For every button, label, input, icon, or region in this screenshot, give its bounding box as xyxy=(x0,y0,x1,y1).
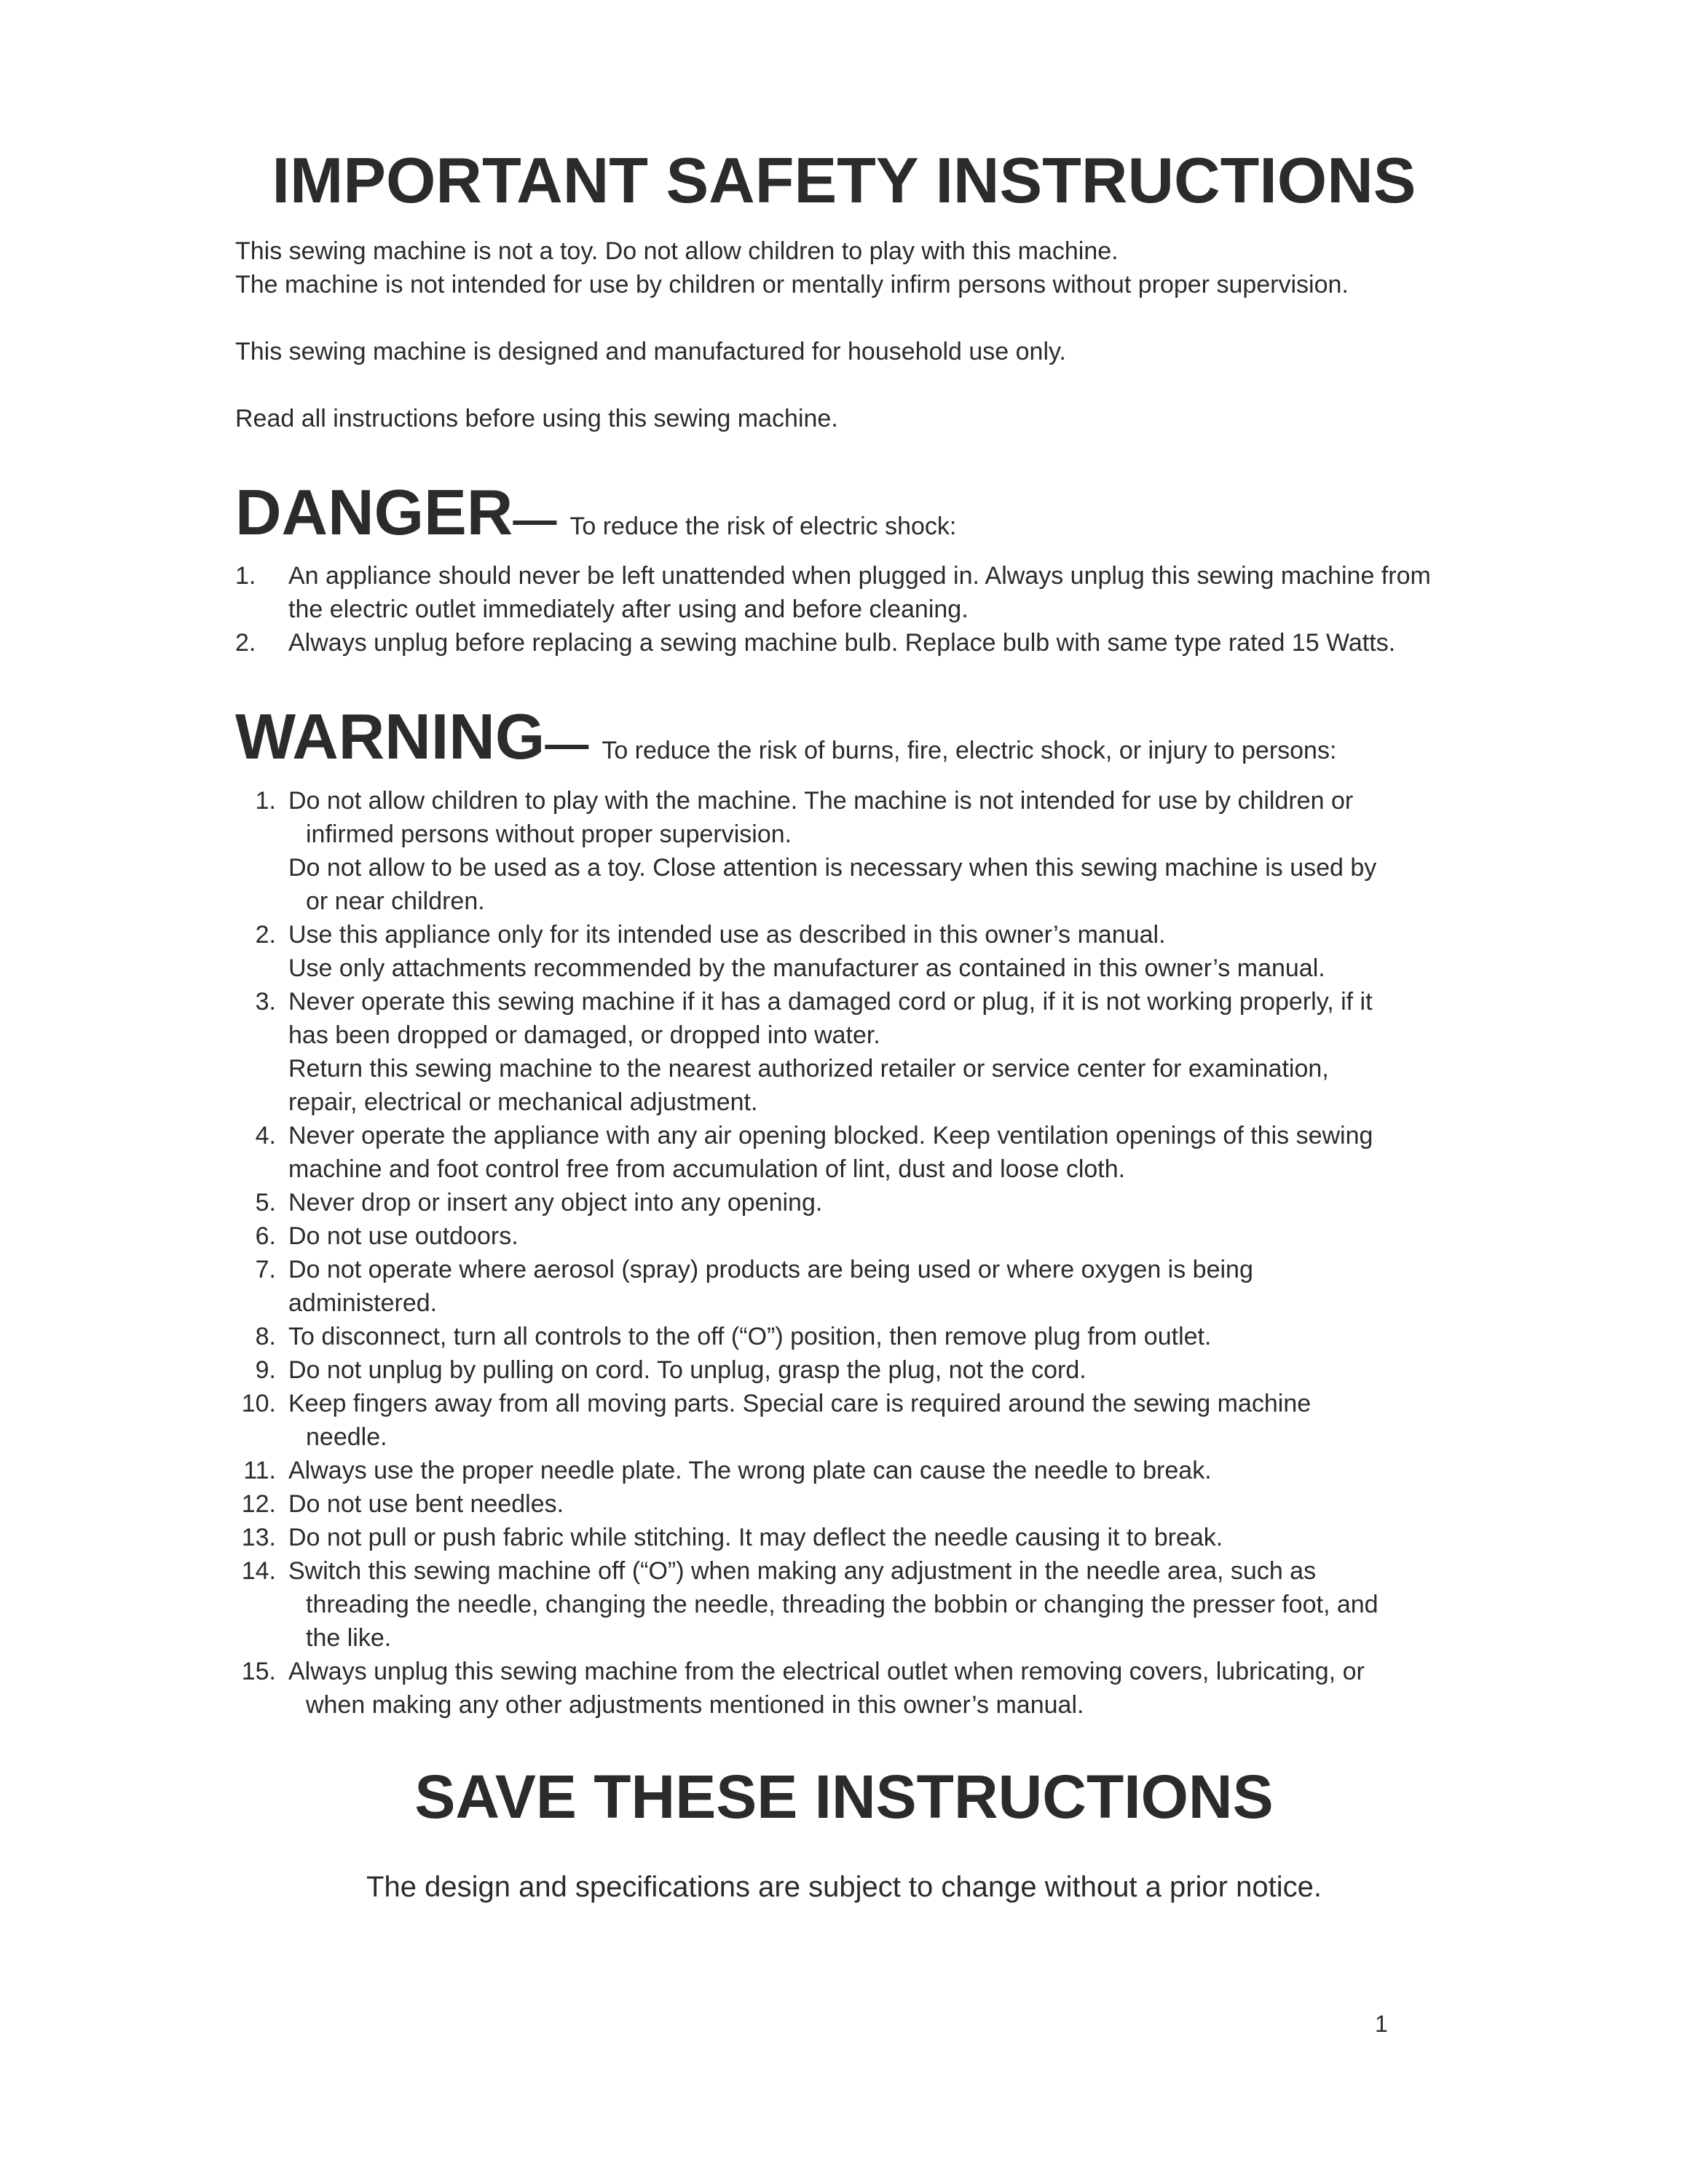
list-item-line: Do not pull or push fabric while stitching. It may deflect the needle causing it to break. xyxy=(288,1524,1223,1551)
list-item-number: 1. xyxy=(255,787,276,815)
intro-block xyxy=(235,234,1619,435)
list-item-line: infirmed persons without proper supervision. xyxy=(306,820,792,848)
list-item xyxy=(235,1320,1561,1353)
list-item-line: An appliance should never be left unattended when plugged in. Always unplug this sewing machine from xyxy=(288,562,1431,590)
warning-heading-label: WARNING xyxy=(235,700,545,772)
list-item xyxy=(235,985,1561,1119)
list-item-line: machine and foot control free from accumulation of lint, dust and loose cloth. xyxy=(288,1155,1126,1183)
intro-line: This sewing machine is not a toy. Do not allow children to play with this machine. xyxy=(235,237,1119,265)
list-item xyxy=(235,1186,1561,1219)
danger-heading-dash: — xyxy=(513,495,557,544)
danger-list xyxy=(235,559,1561,660)
list-item-line: Keep fingers away from all moving parts. Special care is required around the sewing machine xyxy=(288,1390,1312,1417)
list-item xyxy=(235,626,1561,660)
list-item xyxy=(235,1219,1561,1253)
list-item-line: Do not operate where aerosol (spray) products are being used or where oxygen is being xyxy=(288,1256,1253,1283)
list-item-line: Use this appliance only for its intended use as described in this owner’s manual. xyxy=(288,921,1166,949)
warning-list xyxy=(235,784,1561,1722)
list-item xyxy=(235,559,1561,626)
list-item-line: Switch this sewing machine off (“O”) when making any adjustment in the needle area, such as xyxy=(288,1557,1317,1585)
list-item-line: Do not unplug by pulling on cord. To unplug, grasp the plug, not the cord. xyxy=(288,1356,1086,1384)
list-item-line: Never drop or insert any object into any opening. xyxy=(288,1189,823,1216)
list-item xyxy=(235,1353,1561,1387)
list-item xyxy=(235,1387,1561,1454)
list-item-number: 4. xyxy=(255,1122,276,1150)
warning-heading-dash: — xyxy=(545,719,589,768)
list-item-number: 11. xyxy=(243,1457,276,1484)
list-item-line: when making any other adjustments mentioned in this owner’s manual. xyxy=(306,1691,1084,1719)
list-item-number: 5. xyxy=(255,1189,276,1216)
list-item-line: or near children. xyxy=(306,887,485,915)
warning-subtitle: To reduce the risk of burns, fire, electric shock, or injury to persons: xyxy=(602,737,1337,764)
list-item-line: Do not allow to be used as a toy. Close attention is necessary when this sewing machine is used by xyxy=(288,854,1377,882)
list-item-number: 1. xyxy=(235,562,256,590)
list-item xyxy=(235,1554,1561,1655)
danger-subtitle: To reduce the risk of electric shock: xyxy=(569,513,957,540)
specification-notice: The design and specifications are subject to change without a prior notice. xyxy=(366,1871,1322,1903)
list-item-number: 8. xyxy=(255,1323,276,1350)
list-item-number: 14. xyxy=(241,1557,276,1585)
list-item-line: Do not use outdoors. xyxy=(288,1222,518,1250)
list-item-number: 6. xyxy=(255,1222,276,1250)
intro-line: The machine is not intended for use by children or mentally infirm persons without proper supervision. xyxy=(235,271,1349,298)
list-item-line: Always unplug this sewing machine from the electrical outlet when removing covers, lubricating, or xyxy=(288,1658,1365,1685)
list-item-line: Do not use bent needles. xyxy=(288,1490,564,1518)
list-item-line: Never operate the appliance with any air opening blocked. Keep ventilation openings of this sewing xyxy=(288,1122,1373,1150)
list-item xyxy=(235,918,1561,985)
list-item-line: Always use the proper needle plate. The wrong plate can cause the needle to break. xyxy=(288,1457,1212,1484)
list-item-number: 2. xyxy=(235,629,256,657)
list-item-line: the like. xyxy=(306,1624,392,1652)
list-item-line: Never operate this sewing machine if it has a damaged cord or plug, if it is not working properly, if it xyxy=(288,988,1373,1016)
list-item-line: administered. xyxy=(288,1289,438,1317)
list-item-line: needle. xyxy=(306,1423,387,1451)
save-instructions-title: SAVE THESE INSTRUCTIONS xyxy=(414,1762,1274,1831)
list-item-number: 12. xyxy=(241,1490,276,1518)
list-item-line: the electric outlet immediately after using and before cleaning. xyxy=(288,596,969,623)
warning-heading xyxy=(235,700,1619,772)
list-item-line: threading the needle, changing the needle, threading the bobbin or changing the presser foot, and xyxy=(306,1591,1379,1618)
list-item-number: 13. xyxy=(241,1524,276,1551)
list-item xyxy=(235,1454,1561,1487)
list-item xyxy=(235,784,1561,918)
list-item-line: Always unplug before replacing a sewing machine bulb. Replace bulb with same type rated 15 Watts. xyxy=(288,629,1396,657)
list-item xyxy=(235,1253,1561,1320)
danger-heading xyxy=(235,476,1619,548)
intro-line: This sewing machine is designed and manufactured for household use only. xyxy=(235,338,1066,365)
list-item xyxy=(235,1119,1561,1186)
list-item-number: 15. xyxy=(241,1658,276,1685)
list-item-line: Do not allow children to play with the machine. The machine is not intended for use by children or xyxy=(288,787,1354,815)
list-item xyxy=(235,1521,1561,1554)
page-title: IMPORTANT SAFETY INSTRUCTIONS xyxy=(272,144,1416,216)
list-item-line: Return this sewing machine to the nearest authorized retailer or service center for examination, xyxy=(288,1055,1329,1083)
list-item-line: Use only attachments recommended by the manufacturer as contained in this owner’s manual. xyxy=(288,954,1325,982)
page-number: 1 xyxy=(1375,2011,1388,2037)
list-item-number: 2. xyxy=(255,921,276,949)
list-item-number: 3. xyxy=(255,988,276,1016)
list-item xyxy=(235,1487,1561,1521)
list-item-number: 9. xyxy=(255,1356,276,1384)
list-item-number: 10. xyxy=(241,1390,276,1417)
list-item-line: repair, electrical or mechanical adjustment. xyxy=(288,1088,758,1116)
danger-heading-label: DANGER xyxy=(235,476,513,548)
intro-line: Read all instructions before using this sewing machine. xyxy=(235,405,838,432)
list-item-line: has been dropped or damaged, or dropped into water. xyxy=(288,1021,880,1049)
list-item-number: 7. xyxy=(255,1256,276,1283)
list-item xyxy=(235,1655,1561,1722)
list-item-line: To disconnect, turn all controls to the off (“O”) position, then remove plug from outlet. xyxy=(288,1323,1212,1350)
